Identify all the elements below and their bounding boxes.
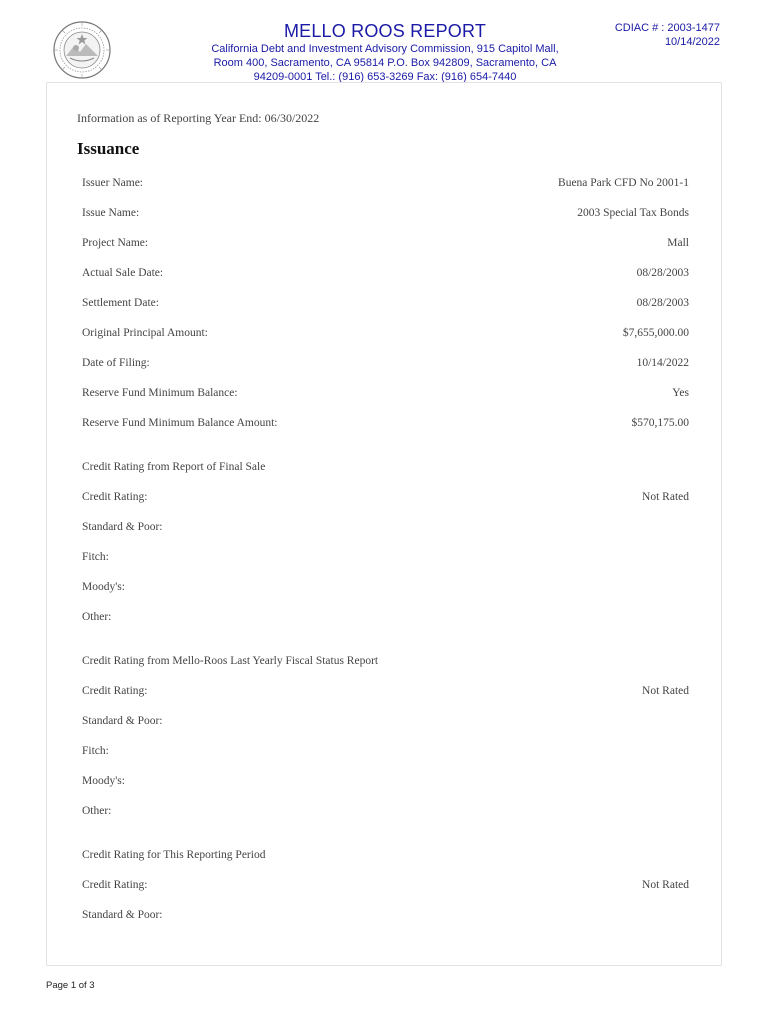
- rating-row: [82, 519, 689, 535]
- row-label: Moody's:: [82, 581, 125, 593]
- row-label: Original Principal Amount:: [82, 327, 208, 339]
- row-label: Issuer Name:: [82, 177, 143, 189]
- row-label: Actual Sale Date:: [82, 267, 164, 279]
- row-label: Reserve Fund Minimum Balance:: [82, 387, 238, 399]
- row-label: Other:: [82, 805, 112, 817]
- rating-row: [82, 713, 689, 729]
- address-line-1: California Debt and Investment Advisory Commission, 915 Capitol Mall,: [211, 43, 559, 55]
- issuance-row: [82, 385, 689, 401]
- reporting-year-info: Information as of Reporting Year End: 06/30/2022: [77, 111, 320, 125]
- row-label: Project Name:: [82, 237, 149, 249]
- subsection-heading-final-sale: [82, 459, 689, 475]
- cdiac-number: CDIAC # : 2003-1477: [614, 22, 720, 34]
- row-label: Settlement Date:: [82, 297, 159, 309]
- subsection-heading-text: Credit Rating from Mello-Roos Last Yearly Fiscal Status Report: [82, 655, 379, 667]
- address-line-2: Room 400, Sacramento, CA 95814 P.O. Box 942809, Sacramento, CA: [213, 57, 557, 69]
- row-label: Fitch:: [82, 745, 109, 757]
- row-label: Credit Rating:: [82, 685, 148, 697]
- rating-row: [82, 549, 689, 565]
- rating-row: [82, 743, 689, 759]
- rating-row: [82, 579, 689, 595]
- subsection-heading-text: Credit Rating from Report of Final Sale: [82, 461, 266, 473]
- issuance-row: [82, 295, 689, 311]
- row-value: 08/28/2003: [636, 297, 689, 309]
- section-title-issuance: Issuance: [77, 139, 140, 158]
- row-value: $7,655,000.00: [622, 327, 689, 339]
- issuance-row: [82, 355, 689, 371]
- row-label: Date of Filing:: [82, 357, 150, 369]
- row-value: Not Rated: [642, 685, 689, 697]
- row-value: $570,175.00: [631, 417, 689, 429]
- subsection-heading-this-period: [82, 847, 689, 863]
- row-value: Yes: [672, 387, 689, 399]
- rating-row: [82, 683, 689, 699]
- issuance-row: [82, 325, 689, 341]
- row-label: Standard & Poor:: [82, 715, 163, 727]
- row-label: Standard & Poor:: [82, 521, 163, 533]
- page-number: Page 1 of 3: [46, 980, 95, 991]
- california-state-seal-icon: [52, 20, 112, 80]
- rating-row: [82, 877, 689, 893]
- issuance-row: [82, 175, 689, 191]
- row-label: Moody's:: [82, 775, 125, 787]
- rating-row: [82, 609, 689, 625]
- rating-row: [82, 773, 689, 789]
- row-label: Other:: [82, 611, 112, 623]
- rating-row: [82, 907, 689, 923]
- row-label: Standard & Poor:: [82, 909, 163, 921]
- issuance-row: [82, 235, 689, 251]
- rating-row: [82, 803, 689, 819]
- rating-row: [82, 489, 689, 505]
- row-value: Not Rated: [642, 491, 689, 503]
- issuance-row: [82, 415, 689, 431]
- report-header: [200, 20, 570, 84]
- row-value: Mall: [667, 237, 689, 249]
- issuance-row: [82, 265, 689, 281]
- subsection-heading-text: Credit Rating for This Reporting Period: [82, 849, 266, 861]
- report-title: MELLO ROOS REPORT: [283, 21, 487, 41]
- row-value: Not Rated: [642, 879, 689, 891]
- cdiac-block: [615, 21, 720, 49]
- row-value: 2003 Special Tax Bonds: [577, 207, 689, 219]
- issuance-row: [82, 205, 689, 221]
- subsection-heading-last-yearly: [82, 653, 689, 669]
- address-line-3: 94209-0001 Tel.: (916) 653-3269 Fax: (916) 654-7440: [253, 71, 517, 83]
- row-value: 10/14/2022: [636, 357, 689, 369]
- row-value: Buena Park CFD No 2001-1: [558, 177, 689, 189]
- report-date: 10/14/2022: [664, 36, 720, 48]
- row-label: Reserve Fund Minimum Balance Amount:: [82, 417, 278, 429]
- row-label: Credit Rating:: [82, 491, 148, 503]
- row-label: Credit Rating:: [82, 879, 148, 891]
- row-value: 08/28/2003: [636, 267, 689, 279]
- row-label: Issue Name:: [82, 207, 140, 219]
- row-label: Fitch:: [82, 551, 109, 563]
